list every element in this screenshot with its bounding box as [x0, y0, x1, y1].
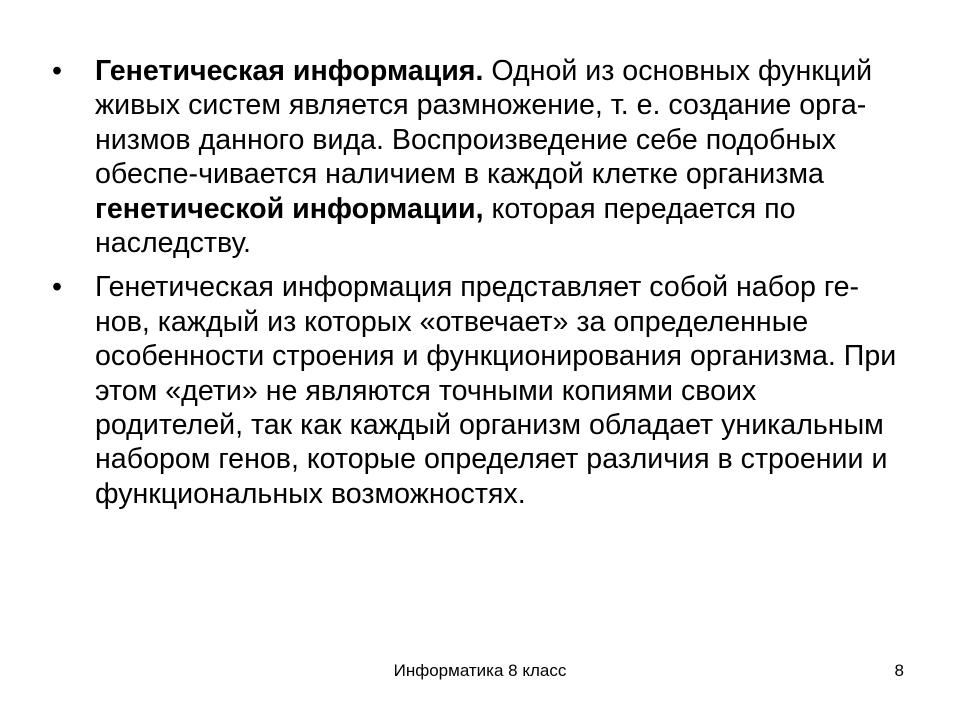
bullet-item-genetic-information: [52, 54, 912, 260]
bullet-item-genes: [52, 270, 912, 511]
bullet-text: Одной из основных функций живых систем является размножение, т. е. создание орга-низмов данного вида. Воспроизведение себе подобных обеспе-чивается наличием в каждой клетке организма: [95, 55, 873, 191]
bullet-list: [52, 54, 912, 521]
bullet-text: которая передается по наследству.: [95, 192, 796, 260]
footer-course-title: Информатика 8 класс: [393, 661, 567, 680]
bullet-text: Генетическая информация представляет собой набор ге-нов, каждый из которых «отвечает» за определенные особенности строения и функционирования организма. При этом «дети» не являются точными копиями своих родителей, так как каждый организм обладает уникальным набором генов, которые определяет различия в строении и функциональных возможностях.: [95, 271, 897, 510]
page-number: 8: [894, 661, 904, 680]
bullet-marker: •: [52, 271, 63, 304]
bullet-marker: •: [52, 55, 63, 87]
bullet-inline-bold: генетической информации,: [95, 192, 484, 225]
bullet-lead-bold: Генетическая информация.: [95, 55, 484, 87]
